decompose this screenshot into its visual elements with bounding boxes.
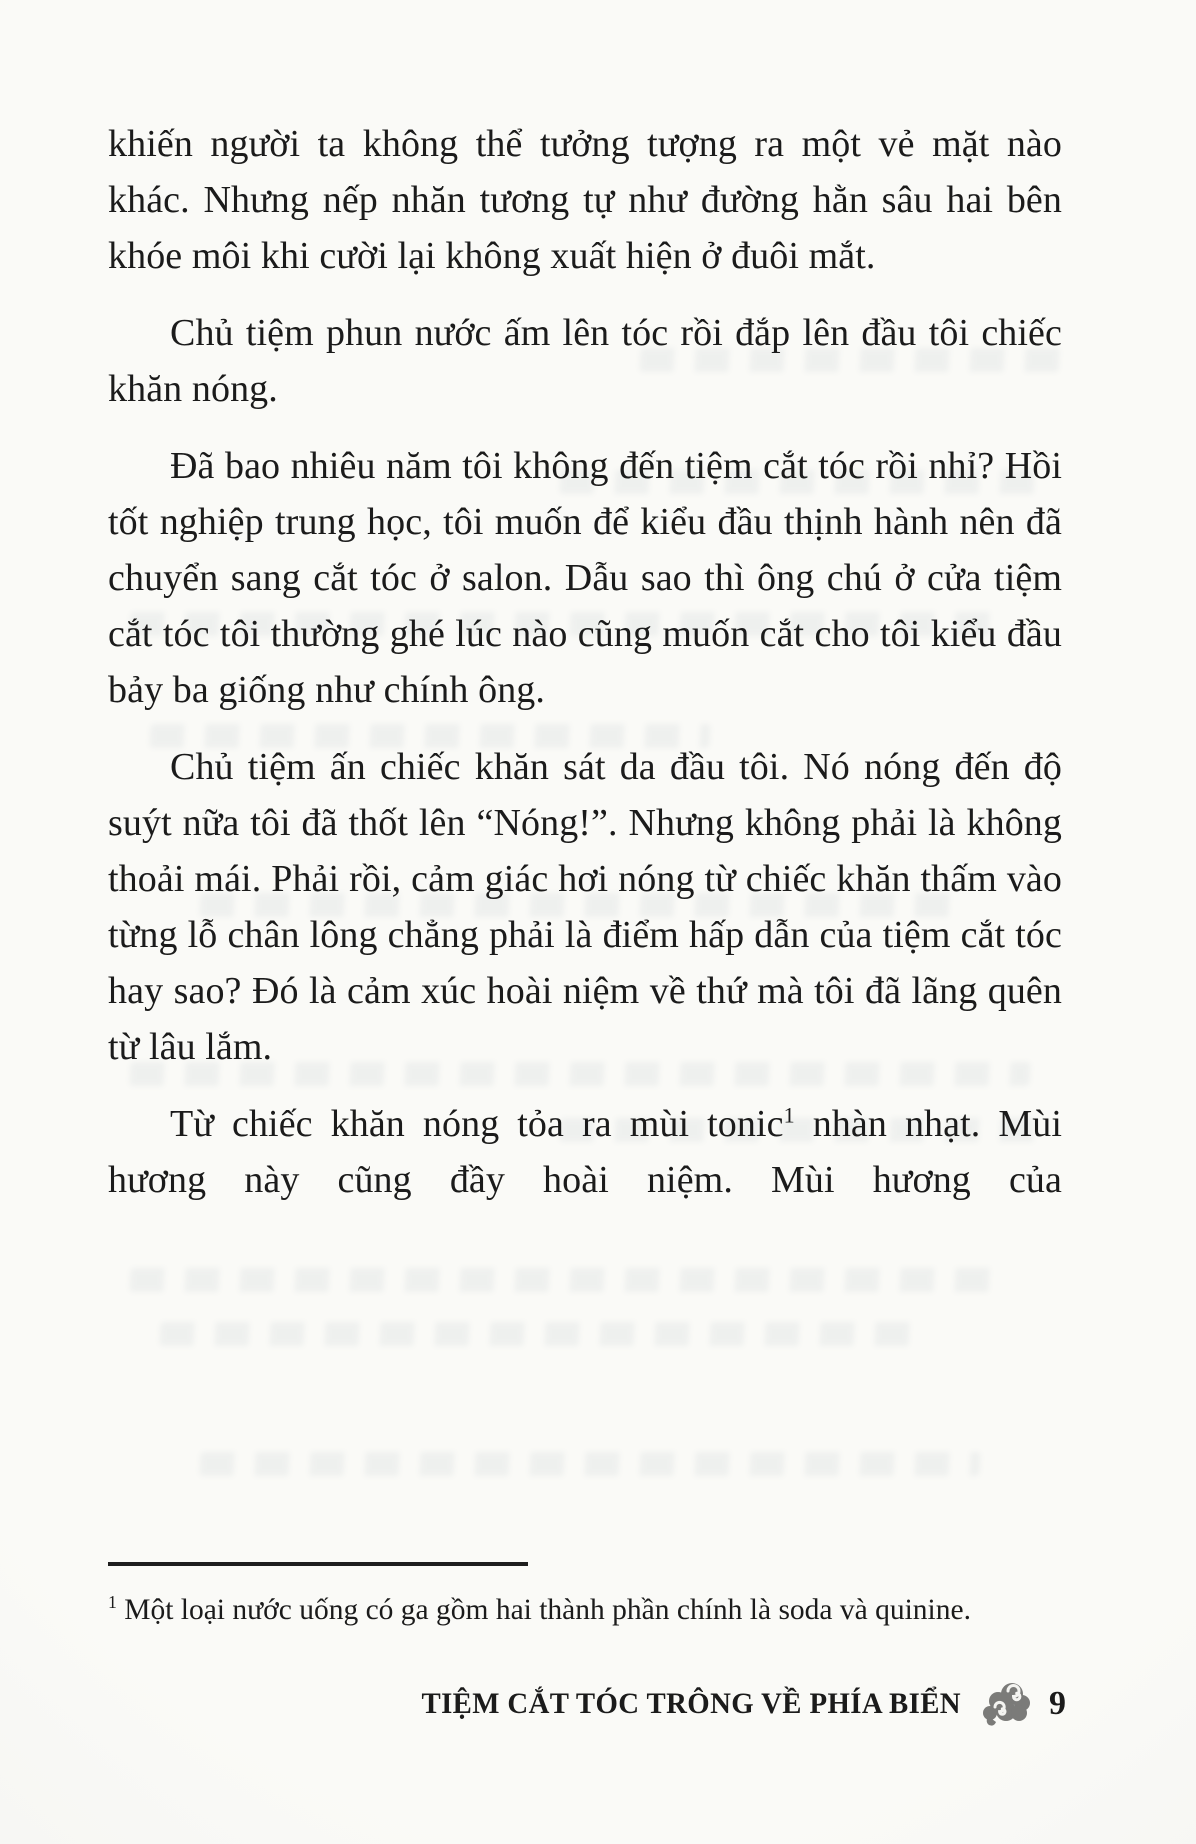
body-text: [108, 116, 1062, 1229]
footnote-area: [108, 1562, 1062, 1630]
bleedthrough-smudge: [199, 1452, 980, 1476]
footnote: [108, 1590, 1062, 1630]
bleedthrough-smudge: [159, 1322, 920, 1346]
paragraph: [108, 1096, 1062, 1208]
bleedthrough-smudge: [129, 1268, 1010, 1292]
footnote-reference-marker: 1: [783, 1102, 795, 1128]
paragraph-text: Từ chiếc khăn nóng tỏa ra mùi tonic: [170, 1103, 784, 1145]
page-footer: [108, 1680, 1066, 1728]
paragraph-text: nhàn nhạt. Mùi hương này cũng đầy hoài niệm. Mùi hương của: [108, 1103, 1062, 1201]
footnote-text: Một loại nước uống có ga gồm hai thành phần chính là soda và quinine.: [124, 1594, 971, 1626]
paragraph: Đã bao nhiêu năm tôi không đến tiệm cắt tóc rồi nhỉ? Hồi tốt nghiệp trung học, tôi muốn để kiểu đầu thịnh hành nên đã chuyển sang cắt tóc ở salon. Dẫu sao thì ông chú ở cửa tiệm cắt tóc tôi thường ghé lúc nào cũng muốn cắt cho tôi kiểu đầu bảy ba giống như chính ông.: [108, 445, 1062, 711]
footnote-marker: 1: [108, 1592, 117, 1613]
footnote-separator-rule: [108, 1562, 528, 1566]
paragraph: Chủ tiệm phun nước ấm lên tóc rồi đắp lên đầu tôi chiếc khăn nóng.: [108, 312, 1062, 410]
cloud-swirl-ornament-icon: [976, 1680, 1034, 1728]
paragraph: khiến người ta không thể tưởng tượng ra một vẻ mặt nào khác. Nhưng nếp nhăn tương tự như đường hằn sâu hai bên khóe môi khi cười lại không xuất hiện ở đuôi mắt.: [108, 123, 1062, 277]
page-number: 9: [1049, 1685, 1066, 1722]
running-title: TIỆM CẮT TÓC TRÔNG VỀ PHÍA BIỂN: [421, 1687, 961, 1720]
paragraph: Chủ tiệm ấn chiếc khăn sát da đầu tôi. Nó nóng đến độ suýt nữa tôi đã thốt lên “Nóng!”. Nhưng không phải là không thoải mái. Phải rồi, cảm giác hơi nóng từ chiếc khăn thấm vào từng lỗ chân lông chẳng phải là điểm hấp dẫn của tiệm cắt tóc hay sao? Đó là cảm xúc hoài niệm về thứ mà tôi đã lãng quên từ lâu lắm.: [108, 746, 1062, 1068]
